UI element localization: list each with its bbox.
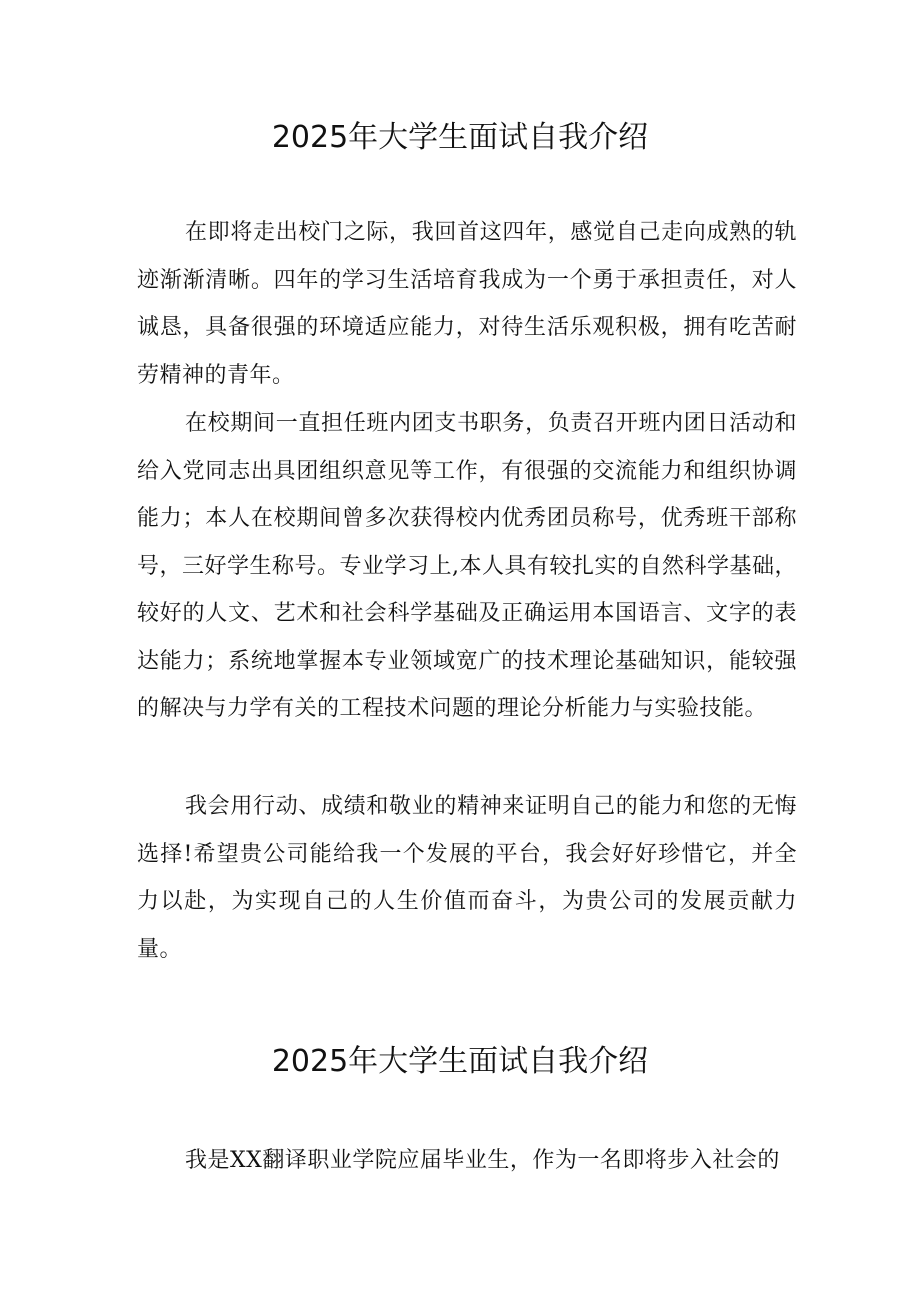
paragraph-intro: 在即将走出校门之际，我回首这四年，感觉自己走向成熟的轨迹渐渐清晰。四年的学习生活培育我成为一个勇于承担责任，对人诚恳，具备很强的环境适应能力，对待生活乐观积极，拥有吃苦耐劳精神的青年。 [137,220,797,388]
section-title: 2025年大学生面试自我介绍 [271,120,649,155]
paragraph-intro: 我是XX翻译职业学院应届毕业生，作为一名即将步入社会的 [185,1148,780,1173]
paragraph-closing: 我会用行动、成绩和敬业的精神来证明自己的能力和您的无悔选择!希望贵公司能给我一个发展的平台，我会好好珍惜它，并全力以赴，为实现自己的人生价值而奋斗，为贵公司的发展贡献力量。 [137,794,797,962]
paragraph-school-experience: 在校期间一直担任班内团支书职务，负责召开班内团日活动和给入党同志出具团组织意见等工作，有很强的交流能力和组织协调能力；本人在校期间曾多次获得校内优秀团员称号，优秀班干部称号，三好学生称号。专业学习上,本人具有较扎实的自然科学基础，较好的人文、艺术和社会科学基础及正确运用本国语言、文字的表达能力；系统地掌握本专业领域宽广的技术理论基础知识，能较强的解决与力学有关的工程技术问题的理论分析能力与实验技能。 [137,411,797,721]
section-title: 2025年大学生面试自我介绍 [271,1044,649,1079]
